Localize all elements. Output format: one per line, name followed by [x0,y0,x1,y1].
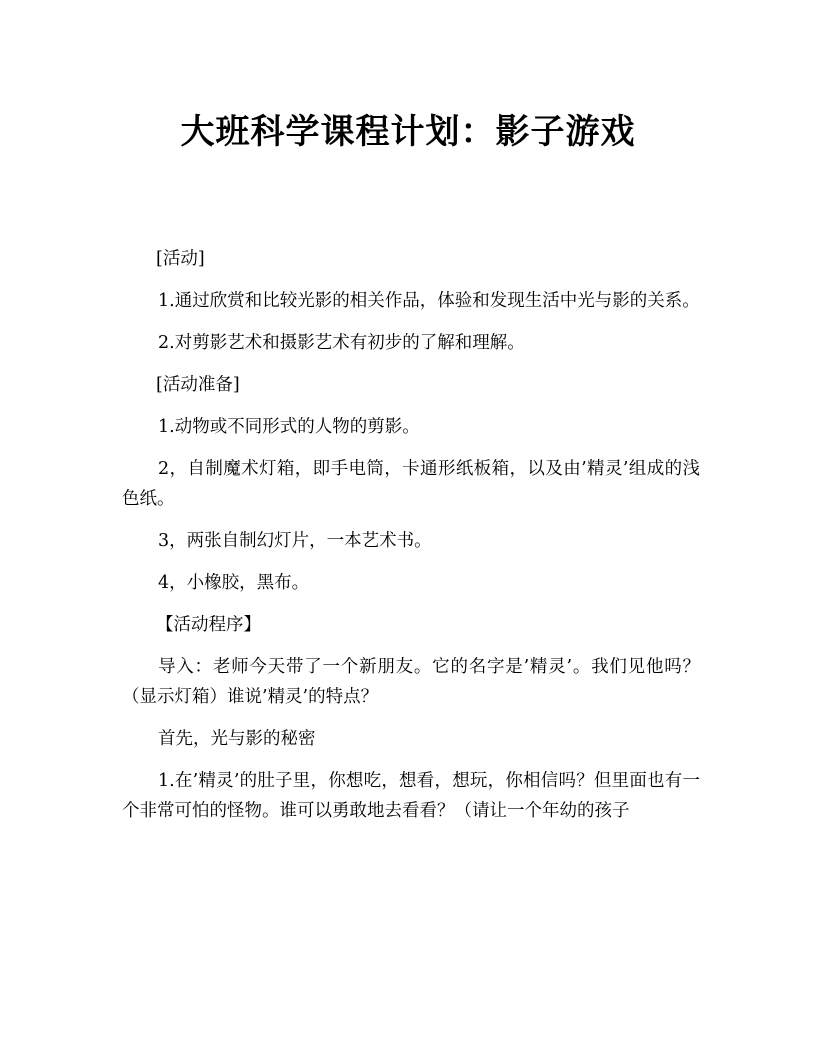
document-title: 大班科学课程计划：影子游戏 [180,112,636,152]
paragraph: 1.通过欣赏和比较光影的相关作品，体验和发现生活中光与影的关系。 [158,291,700,311]
paragraph: 4，小橡胶，黑布。 [158,573,310,593]
paragraph: 2.对剪影艺术和摄影艺术有初步的了解和理解。 [158,333,525,353]
document-body [122,244,700,838]
section-heading-procedure: 【活动程序】 [156,615,261,635]
paragraph: 首先，光与影的秘密 [158,729,316,749]
paragraph: 3，两张自制幻灯片，一本艺术书。 [158,531,432,551]
section-heading-activity: [活动] [156,249,205,269]
paragraph: 1.动物或不同形式的人物的剪影。 [158,417,420,437]
section-heading-preparation: [活动准备] [156,375,240,395]
paragraph: 1.在’精灵’的肚子里，你想吃，想看，想玩，你相信吗？但里面也有一个非常可怕的怪物。谁可以勇敢地去看看？（请让一个年幼的孩子 [122,771,700,821]
paragraph: 导入：老师今天带了一个新朋友。它的名字是’精灵’。我们见他吗？（显示灯箱）谁说’精灵’的特点？ [122,657,700,707]
paragraph: 2，自制魔术灯箱，即手电筒，卡通形纸板箱，以及由’精灵’组成的浅色纸。 [122,459,700,509]
